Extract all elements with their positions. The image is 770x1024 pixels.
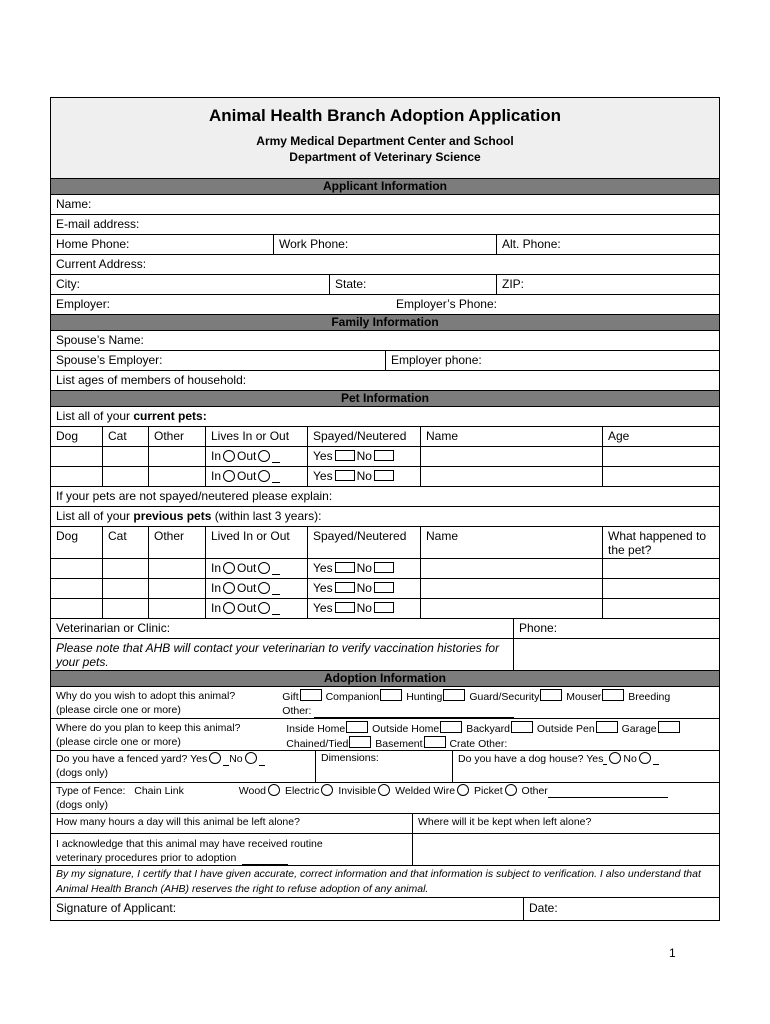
in-circle-icon[interactable] <box>223 602 235 614</box>
spay-explain-field[interactable]: If your pets are not spayed/neutered please explain: <box>56 489 333 503</box>
adoption-form <box>50 97 720 921</box>
in-circle-icon[interactable] <box>223 470 235 482</box>
page-number: 1 <box>669 946 676 960</box>
certification-text: By my signature, I certify that I have given accurate, correct information and that information is subject to verification. I also understand that Animal Health Branch (AHB) reserves the right to refuse adoption of any animal. <box>56 868 701 895</box>
yes-checkbox[interactable] <box>335 562 355 573</box>
why-adopt-sub: (please circle one or more) <box>56 704 181 716</box>
acknowledge-field[interactable]: I acknowledge that this animal may have received routine veterinary procedures prior to adoption <box>51 834 413 865</box>
out-circle-icon[interactable] <box>258 582 270 594</box>
form-subtitle-1: Army Medical Department Center and School <box>256 134 514 148</box>
current-pets-header: Dog Cat Other Lives In or Out Spayed/Neutered Name Age <box>51 427 719 447</box>
employer-phone-field[interactable]: Employer’s Phone: <box>396 297 497 311</box>
yes-checkbox[interactable] <box>335 582 355 593</box>
section-family: Family Information <box>51 314 719 331</box>
in-circle-icon[interactable] <box>223 562 235 574</box>
state-field[interactable]: State: <box>330 275 497 294</box>
spouse-employer-field[interactable]: Spouse’s Employer: <box>51 351 386 370</box>
out-circle-icon[interactable] <box>258 450 270 462</box>
veterinarian-field[interactable]: Veterinarian or Clinic: <box>51 619 514 638</box>
no-checkbox[interactable] <box>374 450 394 461</box>
employer-field[interactable]: Employer: <box>56 297 111 311</box>
no-checkbox[interactable] <box>374 602 394 613</box>
why-options[interactable]: Gift Companion Hunting Guard/Security Mouser Breeding Other: <box>282 691 671 717</box>
previous-pet-row[interactable]: In Out Yes No <box>51 579 719 599</box>
alt-phone-field[interactable]: Alt. Phone: <box>502 237 561 251</box>
section-applicant: Applicant Information <box>51 179 719 195</box>
where-keep-label: Where do you plan to keep this animal? <box>56 722 241 734</box>
previous-pets-label: List all of your previous pets (within last 3 years): <box>56 509 322 523</box>
out-circle-icon[interactable] <box>258 602 270 614</box>
previous-pet-row[interactable]: In Out Yes No <box>51 599 719 619</box>
why-adopt-label: Why do you wish to adopt this animal? <box>56 690 236 702</box>
spouse-employer-phone-field[interactable]: Employer phone: <box>391 353 482 367</box>
fenced-yard-field[interactable]: Do you have a fenced yard? Yes No (dogs only) <box>51 751 316 782</box>
home-phone-field[interactable]: Home Phone: <box>51 235 274 254</box>
current-address-field[interactable]: Current Address: <box>56 257 147 271</box>
kept-alone-field[interactable]: Where will it be kept when left alone? <box>418 816 592 828</box>
date-field[interactable]: Date: <box>529 901 558 915</box>
out-circle-icon[interactable] <box>258 470 270 482</box>
section-adoption: Adoption Information <box>51 671 719 687</box>
form-subtitle-2: Department of Veterinary Science <box>289 150 481 164</box>
signature-field[interactable]: Signature of Applicant: <box>51 898 524 920</box>
where-options[interactable]: Inside Home Outside Home Backyard Outside Pen Garage Chained/Tied Basement Crate Other: <box>286 721 719 750</box>
yes-checkbox[interactable] <box>335 450 355 461</box>
name-field[interactable]: Name: <box>56 197 92 211</box>
vet-phone-field[interactable]: Phone: <box>519 621 558 635</box>
email-field[interactable]: E-mail address: <box>56 217 140 231</box>
dog-house-field[interactable]: Do you have a dog house? Yes No <box>453 751 719 782</box>
out-circle-icon[interactable] <box>258 562 270 574</box>
section-pet: Pet Information <box>51 391 719 407</box>
hours-alone-field[interactable]: How many hours a day will this animal be left alone? <box>51 814 413 833</box>
city-field[interactable]: City: <box>51 275 330 294</box>
form-title: Animal Health Branch Adoption Application <box>209 106 561 125</box>
fence-type-field[interactable]: Type of Fence: Chain Link Wood Electric Invisible Welded Wire Picket Other (dogs only) <box>51 783 719 813</box>
no-checkbox[interactable] <box>374 582 394 593</box>
in-circle-icon[interactable] <box>223 582 235 594</box>
no-checkbox[interactable] <box>374 470 394 481</box>
household-ages-field[interactable]: List ages of members of household: <box>56 373 247 387</box>
vet-note: Please note that AHB will contact your veterinarian to verify vaccination histories for your pets. <box>51 639 514 670</box>
current-pets-label: List all of your current pets: <box>56 409 207 423</box>
work-phone-field[interactable]: Work Phone: <box>274 235 497 254</box>
yes-checkbox[interactable] <box>335 470 355 481</box>
where-keep-sub: (please circle one or more) <box>56 736 181 748</box>
zip-field[interactable]: ZIP: <box>502 277 525 291</box>
previous-pet-row[interactable]: In Out Yes No <box>51 559 719 579</box>
no-checkbox[interactable] <box>374 562 394 573</box>
yes-checkbox[interactable] <box>335 602 355 613</box>
current-pet-row[interactable]: In Out Yes No <box>51 467 719 487</box>
previous-pets-header: Dog Cat Other Lived In or Out Spayed/Neutered Name What happened to the pet? <box>51 527 719 559</box>
in-circle-icon[interactable] <box>223 450 235 462</box>
dimensions-field[interactable]: Dimensions: <box>316 751 453 782</box>
form-header <box>51 98 719 179</box>
current-pet-row[interactable]: In Out Yes No <box>51 447 719 467</box>
spouse-name-field[interactable]: Spouse’s Name: <box>56 333 144 347</box>
